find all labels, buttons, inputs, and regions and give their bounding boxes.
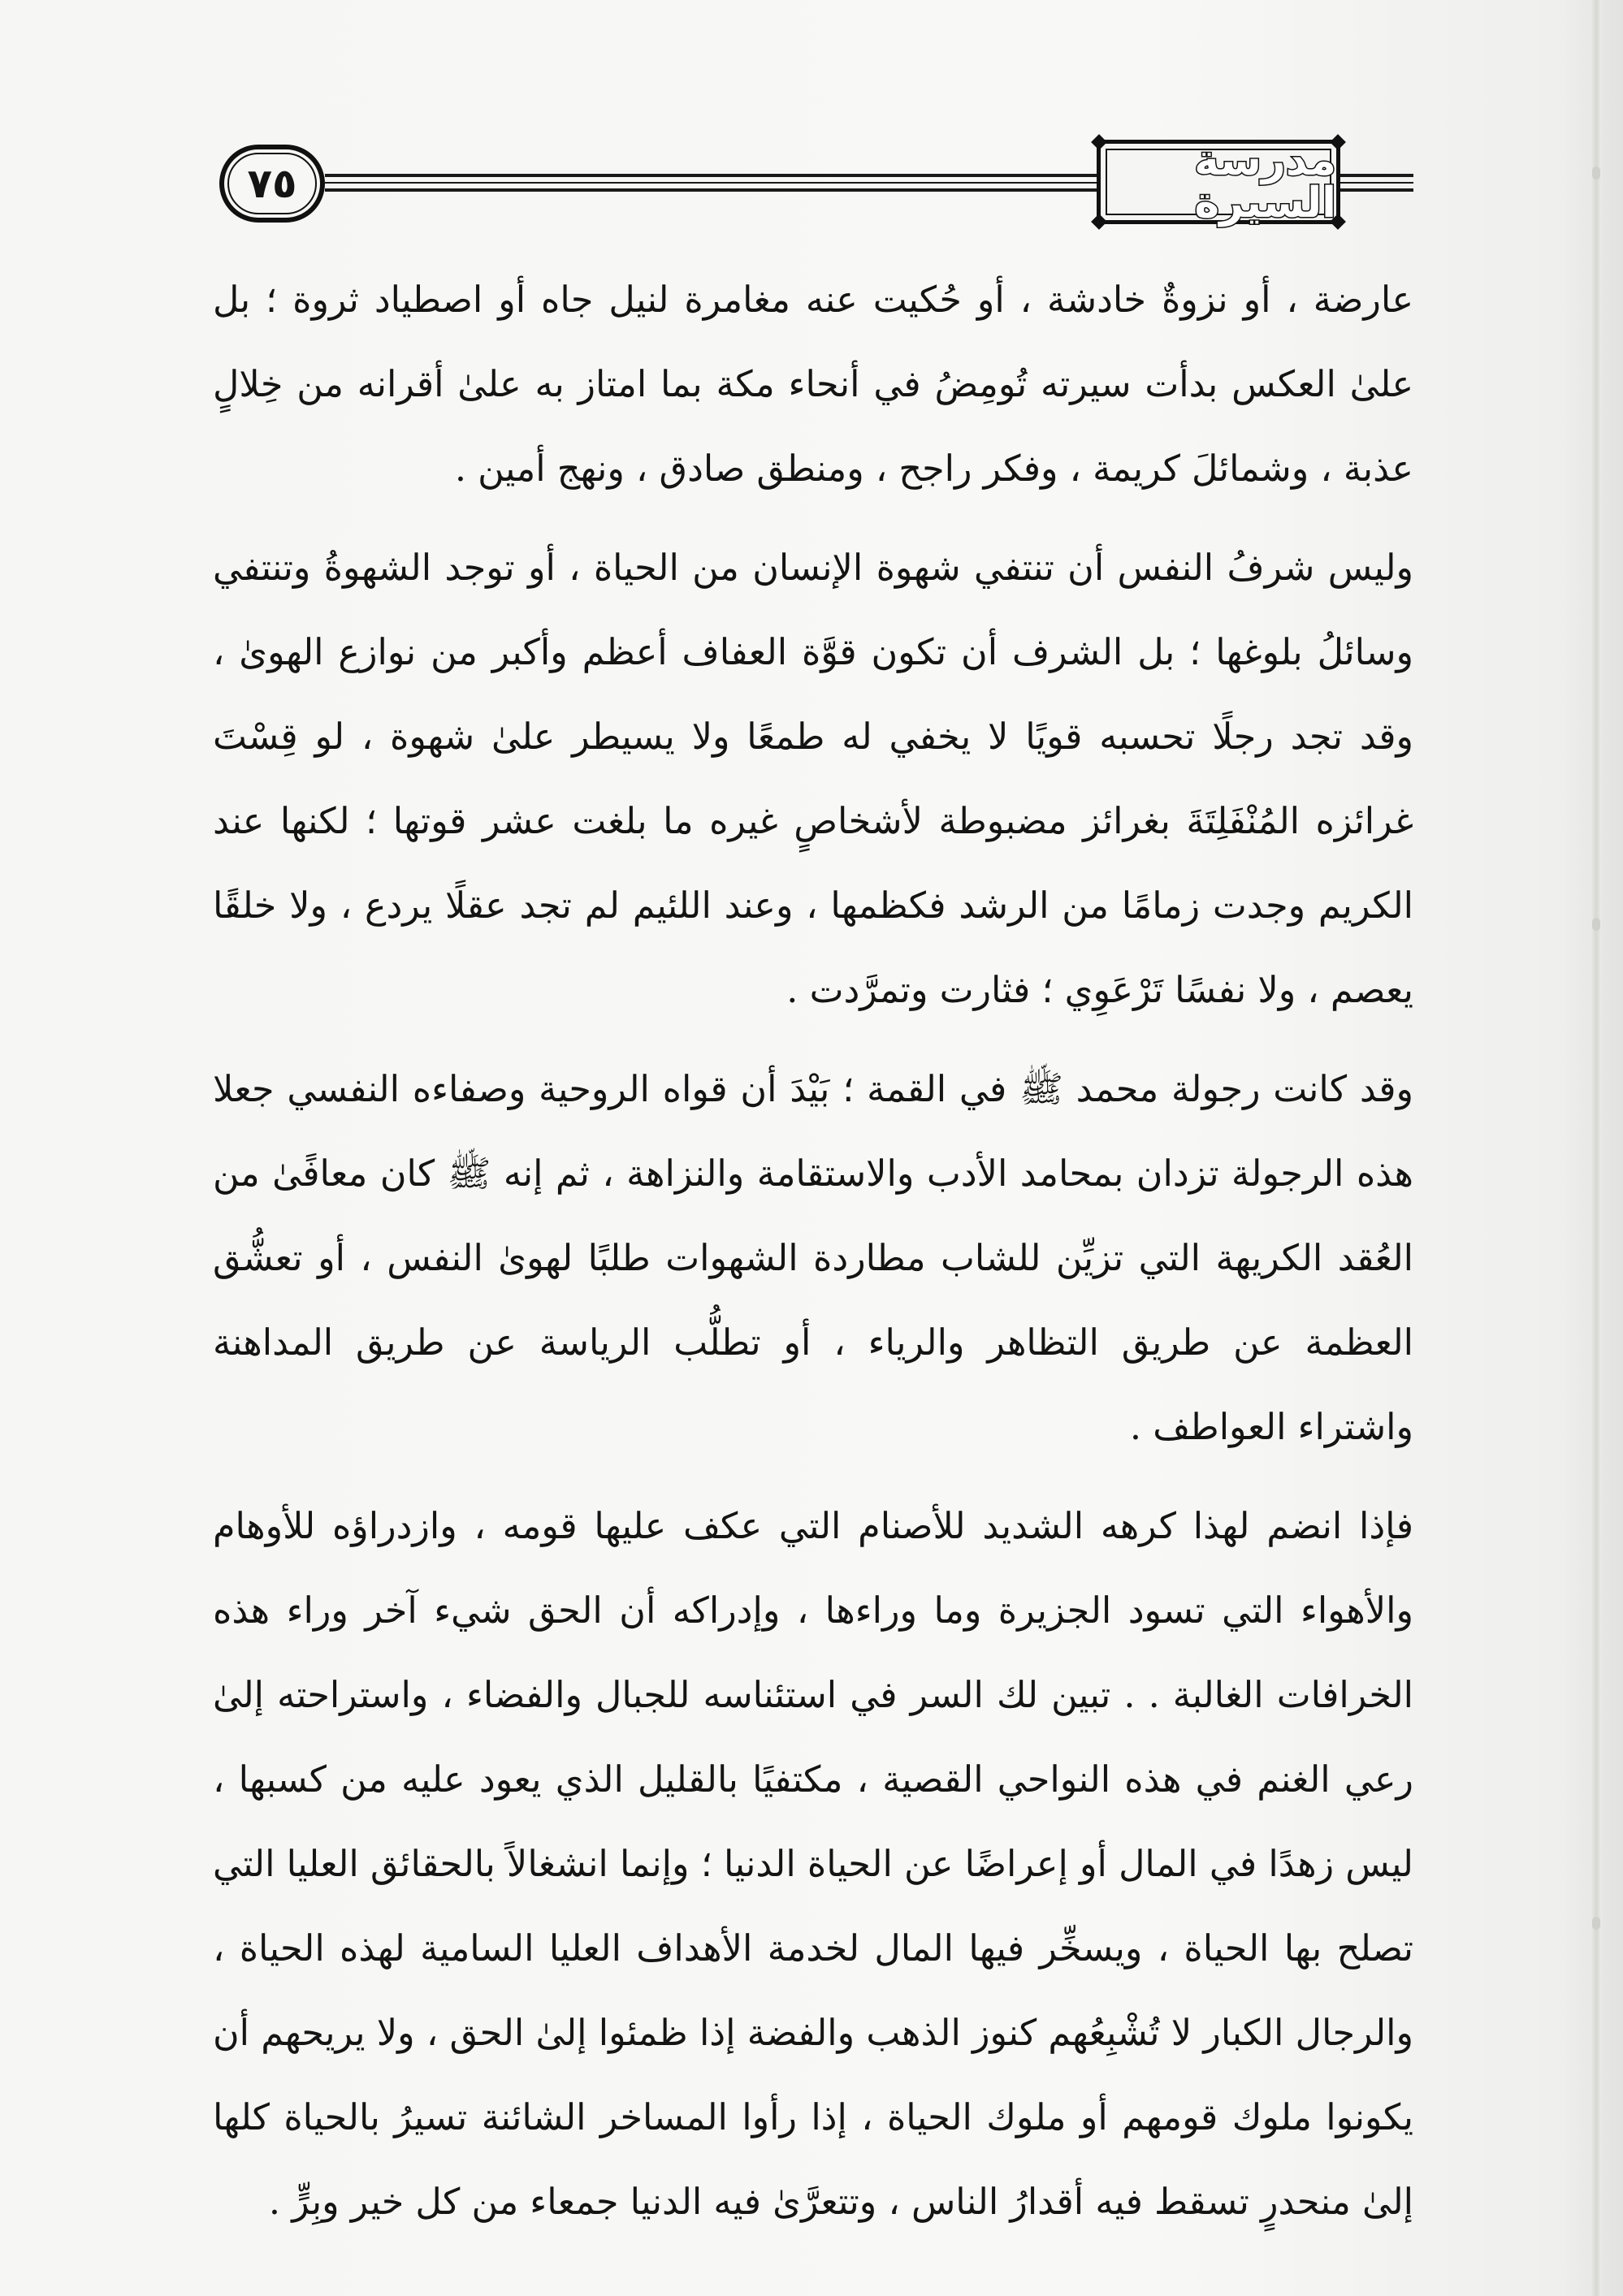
paragraph: وليس شرفُ النفس أن تنتفي شهوة الإنسان من الحياة ، أو توجد الشهوةُ وتنتفي وسائلُ بلوغها ؛ بل الشرف أن تكون قوَّة العفاف أعظم وأكبر من نوازع الهوىٰ ، وقد تجد رجلًا تحسبه قويًا لا يخفي له طمعًا ولا يسيطر علىٰ شهوة ، لو قِسْتَ غرائزه المُنْفَلِتَةَ بغرائز مضبوطة لأشخاصٍ غيره ما بلغت عشر قوتها ؛ لكنها عند الكريم وجدت زمامًا من الرشد فكظمها ، وعند اللئيم لم تجد عقلًا يردع ، ولا خلقًا يعصم ، ولا نفسًا تَرْعَوِي ؛ فثارت وتمرَّدت .: [213, 547, 1413, 1011]
page-number-frame: [219, 145, 325, 223]
header-rule: [1340, 174, 1413, 177]
header-rule: [1340, 182, 1413, 184]
header-rule: [325, 174, 1097, 177]
paragraph: فإذا انضم لهذا كرهه الشديد للأصنام التي عكف عليها قومه ، وازدراؤه للأوهام والأهواء التي تسود الجزيرة وما وراءها ، وإدراكه أن الحق شيء آخر وراء هذه الخرافات الغالبة . . تبين لك السر في استئناسه للجبال والفضاء ، واستراحته إلىٰ رعي الغنم في هذه النواحي القصية ، مكتفيًا بالقليل الذي يعود عليه من كسبها ، ليس زهدًا في المال أو إعراضًا عن الحياة الدنيا ؛ وإنما انشغالاً بالحقائق العليا التي تصلح بها الحياة ، ويسخِّر فيها المال لخدمة الأهداف العليا السامية لهذه الحياة ، والرجال الكبار لا تُشْبِعُهم كنوز الذهب والفضة إذا ظمئوا إلىٰ الحق ، ولا يريحهم أن يكونوا ملوك قومهم أو ملوك الحياة ، إذا رأوا المساخر الشائنة تسيرُ بالحياة كلها إلىٰ منحدرٍ تسقط فيه أقدارُ الناس ، وتتعرَّىٰ فيه الدنيا جمعاء من كل خير وبِرٍّ .: [213, 1506, 1413, 2223]
header-rule: [325, 182, 1097, 184]
binding-stitch: [1592, 1917, 1600, 1930]
running-title: مدرسة السيرة: [1194, 136, 1336, 227]
paragraph: وقد كانت رجولة محمد ﷺ في القمة ؛ بَيْدَ أن قواه الروحية وصفاءه النفسي جعلا هذه الرجولة تزدان بمحامد الأدب والاستقامة والنزاهة ، ثم إنه ﷺ كان معافًىٰ من العُقد الكريهة التي تزيِّن للشاب مطاردة الشهوات طلبًا لهوىٰ النفس ، أو تعشُّق العظمة عن طريق التظاهر والرياء ، أو تطلُّب الرياسة عن طريق المداهنة واشتراء العواطف .: [213, 1069, 1413, 1448]
binding-stitch: [1592, 166, 1600, 179]
header-rule: [1340, 188, 1413, 192]
page-header: [219, 138, 1413, 227]
paragraph: عارضة ، أو نزوةٌ خادشة ، أو حُكيت عنه مغامرة لنيل جاه أو اصطياد ثروة ؛ بل علىٰ العكس بدأت سيرته تُومِضُ في أنحاء مكة بما امتاز به علىٰ أقرانه من خِلالٍ عذبة ، وشمائلَ كريمة ، وفكر راجح ، ومنطق صادق ، ونهج أمين .: [213, 279, 1413, 490]
page-binding-edge: [1591, 0, 1602, 2296]
body-text: [213, 258, 1413, 2245]
binding-stitch: [1592, 918, 1600, 931]
header-rule: [325, 188, 1097, 192]
page-number: ٧٥: [247, 160, 297, 207]
running-title-frame: [1097, 136, 1340, 227]
